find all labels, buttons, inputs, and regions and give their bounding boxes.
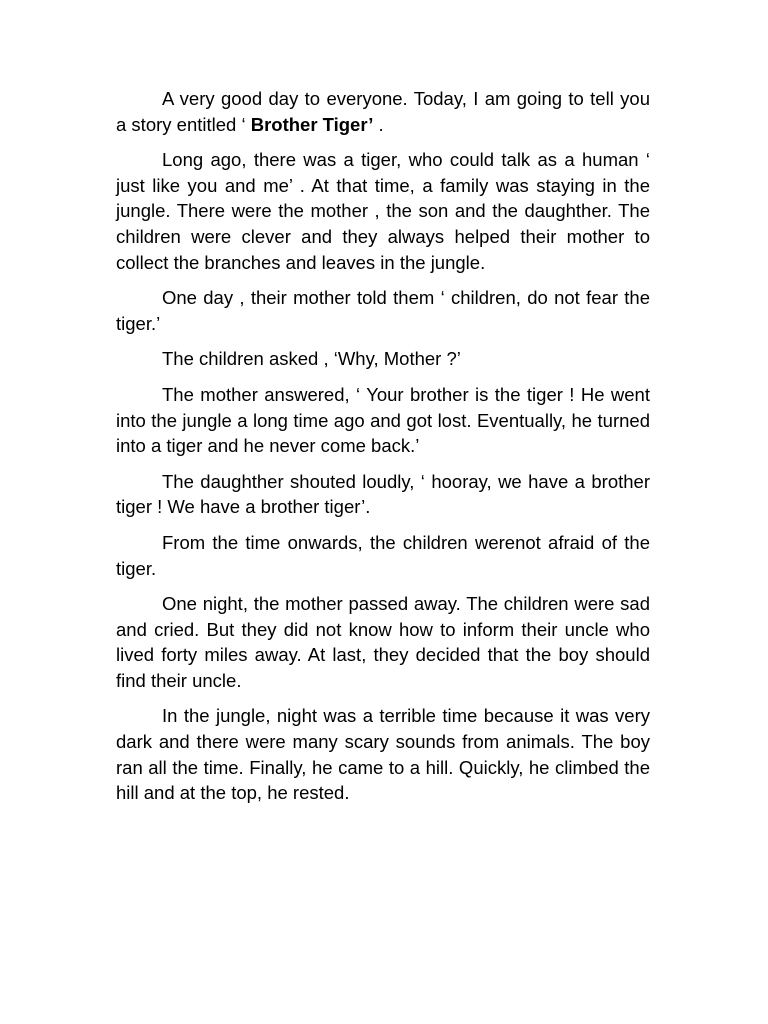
paragraph-intro bbox=[116, 86, 650, 137]
paragraph-children-asked: The children asked , ‘Why, Mother ?’ bbox=[162, 348, 461, 370]
paragraph-mother-answered: The mother answered, ‘ Your brother is the tiger ! He went into the jungle a long time ago and got lost. Eventually, he turned into a tiger and he never come back.’ bbox=[116, 383, 650, 457]
paragraph-daughter-shouted: The daughther shouted loudly, ‘ hooray, we have a brother tiger ! We have a brother tiger’. bbox=[116, 470, 650, 518]
paragraph-long-ago: Long ago, there was a tiger, who could talk as a human ‘ just like you and me’ . At that time, a family was staying in the jungle. There were the mother , the son and the daughther. The children were clever and they always helped their mother to collect the branches and leaves in the jungle. bbox=[116, 149, 650, 273]
paragraph-from-the-time: From the time onwards, the children werenot afraid of the tiger. bbox=[116, 531, 650, 579]
paragraph-one-day: One day , their mother told them ‘ children, do not fear the tiger.’ bbox=[116, 287, 650, 334]
document-page bbox=[116, 86, 650, 816]
intro-text: A very good day to everyone. Today, I am going to tell you a story entitled ‘ bbox=[116, 88, 650, 135]
paragraph-one-night: One night, the mother passed away. The children were sad and cried. But they did not know how to inform their uncle who lived forty miles away. At last, they decided that the boy should find their uncle. bbox=[116, 593, 650, 691]
story-title: Brother Tiger’ bbox=[250, 113, 374, 135]
intro-end: . bbox=[373, 113, 384, 135]
paragraph-in-the-jungle: In the jungle, night was a terrible time because it was very dark and there were many scary sounds from animals. The boy ran all the time. Finally, he came to a hill. Quickly, he climbed the hill and at the top, he rested. bbox=[116, 705, 650, 804]
